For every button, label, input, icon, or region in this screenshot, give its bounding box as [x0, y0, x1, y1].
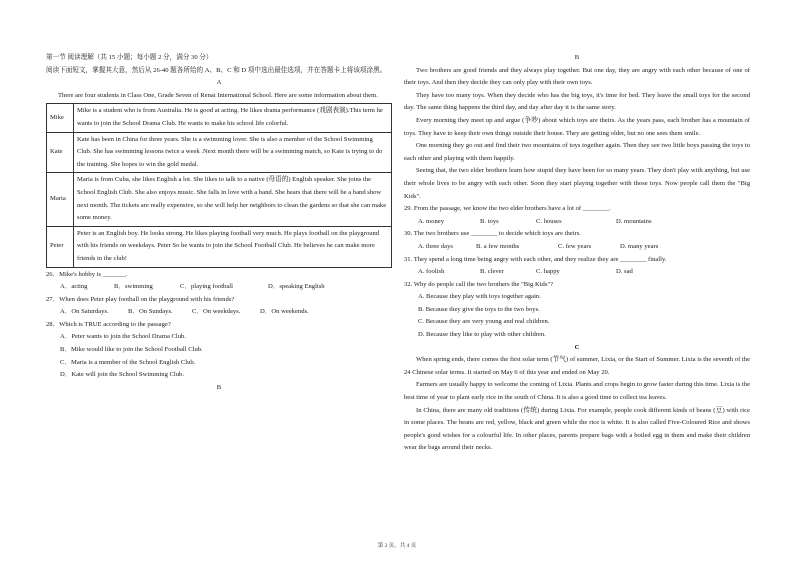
- table-row: [47, 226, 392, 267]
- passage-c-paragraph: Farmers are usually happy to welcome the coming of Lixia. Plants and crops begin to grow faster during this time. Lixia is the best time of year to plant early rice in the south of China. It is also a good time to collect tea leaves.: [404, 381, 750, 402]
- student-name: Maria: [47, 173, 74, 226]
- passage-c-paragraph: When spring ends, there comes the first solar term (节气) of summer, Lixia, or the Start of Summer. Lixia is the seventh of the 24 Chinese solar terms. It started on May 6 of this year and ended on May 20.: [404, 356, 750, 376]
- student-description: Maria is from Cuba, she likes English a lot. She likes to talk to a native (母语的) English speaker. She joins the School English Club. She also enjoys music. She falls in love with a band. She hears that there will be a band show next month. The tickets are really expensive, so she will help her neighbors to clean the gardens so that she can make some money.: [74, 173, 392, 226]
- page-number: 第 2 页，共 4 页: [377, 543, 417, 549]
- student-name: Kate: [47, 132, 74, 173]
- option-c: C. houses: [536, 217, 562, 225]
- option-d: D．On weekends.: [260, 308, 309, 316]
- table-row: [47, 132, 392, 173]
- option-a: A. Because they play with toys together again.: [418, 293, 541, 301]
- option-a: A．acting: [60, 283, 88, 291]
- question-31-options: [404, 266, 750, 279]
- option-c: C. few years: [558, 242, 592, 250]
- option-b: B．Mike would like to join the School Football Club.: [60, 346, 203, 354]
- option-b: B．On Sundays.: [128, 308, 173, 316]
- question-26-options: [46, 281, 392, 294]
- question-30-options: [404, 241, 750, 254]
- option-c: C．Maria is a member of the School English Club.: [60, 358, 196, 366]
- option-d: D. mountains: [616, 217, 652, 225]
- question-28: 28．Which is TRUE according to the passage?: [46, 320, 171, 328]
- student-name: Mike: [47, 104, 74, 132]
- table-row: [47, 173, 392, 226]
- passage-label-b-continued: B: [216, 383, 222, 391]
- option-a: A．On Saturdays.: [60, 308, 109, 316]
- passage-label-a: A: [216, 79, 222, 87]
- question-30: 30. The two brothers use ________ to decide which toys are theirs.: [404, 230, 581, 238]
- passage-b-paragraph: Two brothers are good friends and they always play together. But one day, they are angry with each other because of one of their toys. And then they decide they can only play with their own toys.: [404, 66, 750, 87]
- right-column: [404, 52, 750, 455]
- option-c: C．On weekdays.: [192, 308, 241, 316]
- question-27: 27．When does Peter play football on the playground with his friends?: [46, 295, 235, 303]
- passage-label-b: B: [574, 54, 580, 61]
- option-b: B. Because they give the toys to the two boys.: [418, 305, 540, 313]
- option-b: B．swimming: [114, 283, 153, 291]
- question-29: 29. From the passage, we know the two elder brothers have a lot of ________.: [404, 205, 611, 213]
- left-column: [46, 52, 392, 394]
- option-d: D. sad: [616, 268, 633, 276]
- question-27-options: [46, 306, 392, 319]
- option-d: D．Kate will join the School Swimming Club.: [60, 371, 184, 379]
- student-info-table: [46, 103, 392, 267]
- option-d: D. Because they like to play with other children.: [418, 331, 546, 339]
- question-32: 32. Why do people call the two brothers the "Big Kids"?: [404, 280, 554, 288]
- question-29-options: [404, 216, 750, 229]
- passage-label-c: C: [574, 343, 580, 351]
- question-26: 26．Mike's hobby is _______.: [46, 270, 128, 278]
- option-a: A. three days: [418, 242, 453, 250]
- option-c: C．playing football: [180, 283, 233, 291]
- passage-b-paragraph: Every morning they meet up and argue (争吵) about which toys are theirs. As the years pass, each brother has a mountain of toys. They have to keep their own things outside their house. They are getting older, but no one sees them smile.: [404, 116, 750, 137]
- student-description: Kate has been in China for three years. She is a swimming lover. She is also a member of the School Swimming Club. She has swimming lessons twice a week .Next month there will be a swimming match, so Kate is trying to do the training. She hopes to win the gold medal.: [74, 132, 392, 173]
- option-b: B. a few months: [476, 242, 520, 250]
- option-d: D．speaking English: [268, 283, 325, 291]
- question-31: 31. They spend a long time being angry with each other, and they realize they are ________ finally.: [404, 255, 667, 263]
- option-a: A. foolish: [418, 268, 445, 276]
- student-description: Mike is a student who is from Australia. He is good at acting. He likes drama performance (戏剧表演).This term he wants to join the School Drama Club. He wants to make his school life colorful.: [74, 104, 392, 132]
- section-header: 第一节 阅读理解（共 15 小题；每小题 2 分，满分 30 分）: [46, 54, 213, 61]
- passage-c-paragraph: In China, there are many old traditions (传统) during Lixia. For example, people cook different kinds of beans (豆) with rice in some places. The beans are red, yellow, black and green while the rice is white. It is also called Five-Coloured Rice and shows people's good wishes for a colourful life. In other places, parents prepare bags with a boiled egg in them and make their children wear the bags around their necks.: [404, 406, 750, 452]
- student-description: Peter is an English boy. He looks strong. He likes playing football very much. He plays football on the playground with his friends on weekdays. Peter So he wants to join the School Football Club. He believes he can make more friends in the club!: [74, 226, 392, 267]
- option-d: D. many years: [620, 242, 659, 250]
- option-c: C. Because they are very young and real children.: [418, 318, 550, 326]
- option-a: A．Peter wants to join the School Drama Club.: [60, 333, 186, 341]
- table-row: [47, 104, 392, 132]
- option-c: C. happy: [536, 268, 560, 276]
- passage-b-paragraph: One morning they go out and find their two mountains of toys together again. Then they see two little boys passing the toys to each other and playing with them happily.: [404, 142, 750, 162]
- passage-b-paragraph: Seeing that, the two elder brothers learn how stupid they have been for so many years. They don't play with anything, but use their whole lives to be angry with each other. Soon they start playing together with those toys. Now people call them the "Big Kids".: [404, 167, 750, 200]
- option-b: B. clever: [480, 268, 504, 276]
- instructions: 阅读下面短文，掌握其大意，然后从 26-40 题各所给的 A、B、C 和 D 项中选出最佳选项，并在答题卡上将该项涂黑。: [46, 66, 387, 74]
- option-b: B. toys: [480, 217, 499, 225]
- student-name: Peter: [47, 226, 74, 267]
- option-a: A. money: [418, 217, 445, 225]
- passage-b-paragraph: They have too many toys. When they decide who has the big toys, it's time for bed. They leave the small toys for the second day. The same thing happens the third day, and day after day it is the same story.: [404, 91, 750, 112]
- passage-a-intro: There are four students in Class One, Grade Seven of Renai International School. Here are some information about them.: [58, 91, 378, 99]
